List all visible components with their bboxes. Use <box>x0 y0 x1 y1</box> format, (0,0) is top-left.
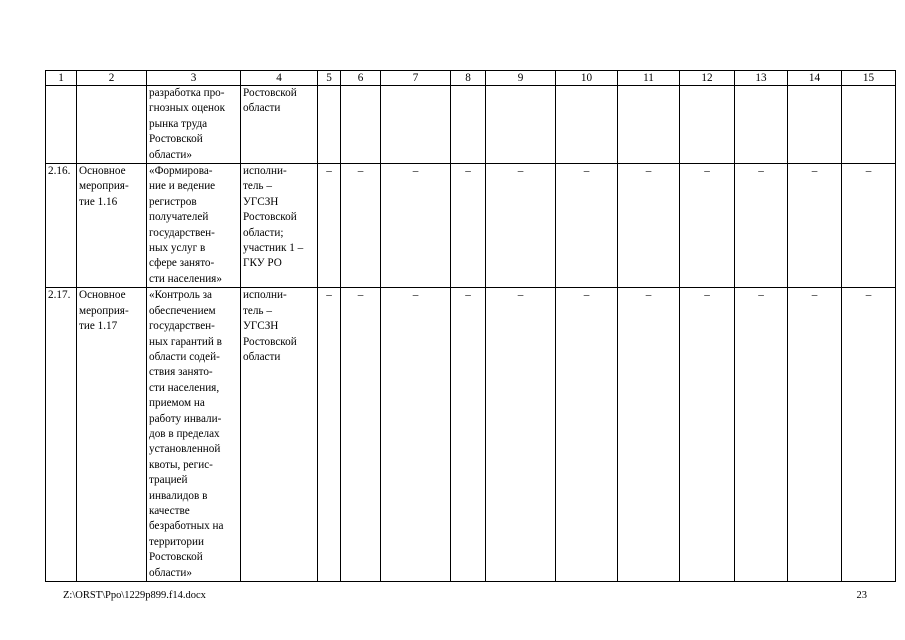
column-header: 10 <box>556 71 618 86</box>
value-cell-text: – <box>704 289 710 302</box>
value-cell-text: – <box>583 165 590 178</box>
value-cell-text: – <box>326 289 332 302</box>
value-cell <box>556 164 618 288</box>
value-cell-text: – <box>583 289 590 302</box>
column-header: 7 <box>381 71 451 86</box>
executor-text: исполни- тель – УГСЗН Ростовской области <box>243 289 297 363</box>
column-header: 2 <box>77 71 147 86</box>
column-header: 4 <box>241 71 318 86</box>
value-cell-text: – <box>412 165 419 178</box>
value-cell <box>341 86 381 164</box>
column-header: 12 <box>680 71 735 86</box>
value-cell <box>618 288 680 582</box>
activity-name <box>77 288 147 582</box>
table-row <box>46 288 896 582</box>
value-cell <box>788 164 842 288</box>
value-cell <box>486 86 556 164</box>
value-cell <box>788 86 842 164</box>
value-cell <box>318 288 341 582</box>
value-cell <box>451 288 486 582</box>
value-cell-text: – <box>645 289 652 302</box>
value-cell <box>341 164 381 288</box>
value-cell <box>680 288 735 582</box>
value-cell <box>318 86 341 164</box>
value-cell-text: – <box>465 289 471 302</box>
executor <box>241 86 318 164</box>
row-number <box>46 86 77 164</box>
value-cell-text: – <box>412 289 419 302</box>
value-cell <box>735 86 788 164</box>
activity-description-text: «Формирова- ние и ведение регистров получателей государствен- ных услуг в сфере занято- сти населения» <box>149 165 222 285</box>
value-cell <box>618 164 680 288</box>
activity-description-text: «Контроль за обеспечением государствен- ных гарантий в области содей- ствия занято- сти населения, приемом на работу инвали- дов в пределах установленной квоты, регис- трацией инвалидов в качестве безработных на территории Ростовской области» <box>149 289 224 579</box>
value-cell <box>618 86 680 164</box>
row-number-text: 2.17. <box>48 289 71 302</box>
value-cell <box>486 164 556 288</box>
table-row <box>46 164 896 288</box>
executor <box>241 164 318 288</box>
executor <box>241 288 318 582</box>
footer-file-path: Z:\ORST\Ppo\1229p899.f14.docx <box>63 590 206 601</box>
column-header: 13 <box>735 71 788 86</box>
activity-name-text: Основное мероприя- тие 1.16 <box>79 165 129 208</box>
value-cell <box>381 288 451 582</box>
activity-name-text: Основное мероприя- тие 1.17 <box>79 289 129 333</box>
value-cell-text: – <box>865 289 872 302</box>
column-header: 5 <box>318 71 341 86</box>
value-cell <box>556 86 618 164</box>
value-cell <box>341 288 381 582</box>
value-cell-text: – <box>357 165 364 178</box>
value-cell <box>842 86 896 164</box>
column-header: 1 <box>46 71 77 86</box>
value-cell-text: – <box>645 165 652 178</box>
value-cell <box>842 164 896 288</box>
column-header: 8 <box>451 71 486 86</box>
value-cell <box>381 86 451 164</box>
activity-description-text: разработка про- гнозных оценок рынка труда Ростовской области» <box>149 87 226 161</box>
activity-name <box>77 86 147 164</box>
value-cell <box>381 164 451 288</box>
value-cell-text: – <box>811 289 818 302</box>
value-cell <box>556 288 618 582</box>
row-number <box>46 164 77 288</box>
value-cell-text: – <box>865 165 872 178</box>
activity-description <box>147 164 241 288</box>
value-cell-text: – <box>326 165 332 178</box>
value-cell <box>735 288 788 582</box>
table-row <box>46 86 896 164</box>
value-cell-text: – <box>465 165 471 178</box>
value-cell-text: – <box>758 289 764 302</box>
column-number-row <box>46 71 896 86</box>
column-header: 6 <box>341 71 381 86</box>
value-cell-text: – <box>357 289 364 302</box>
value-cell <box>842 288 896 582</box>
activity-name <box>77 164 147 288</box>
row-number-text: 2.16. <box>48 165 71 178</box>
column-header: 11 <box>618 71 680 86</box>
value-cell <box>735 164 788 288</box>
column-header: 9 <box>486 71 556 86</box>
value-cell <box>486 288 556 582</box>
value-cell-text: – <box>811 165 818 178</box>
column-header: 3 <box>147 71 241 86</box>
value-cell-text: – <box>517 289 524 302</box>
column-header: 14 <box>788 71 842 86</box>
value-cell <box>788 288 842 582</box>
value-cell <box>451 164 486 288</box>
value-cell <box>680 86 735 164</box>
page-number: 23 <box>856 590 867 601</box>
value-cell-text: – <box>758 165 764 178</box>
value-cell <box>451 86 486 164</box>
row-number <box>46 288 77 582</box>
activity-description <box>147 288 241 582</box>
value-cell <box>318 164 341 288</box>
activity-description <box>147 86 241 164</box>
program-table <box>45 70 896 582</box>
value-cell-text: – <box>517 165 524 178</box>
column-header: 15 <box>842 71 896 86</box>
executor-text: исполни- тель – УГСЗН Ростовской области; участник 1 – ГКУ РО <box>243 165 304 270</box>
value-cell <box>680 164 735 288</box>
executor-text: Ростовской области <box>243 87 297 115</box>
value-cell-text: – <box>704 165 710 178</box>
